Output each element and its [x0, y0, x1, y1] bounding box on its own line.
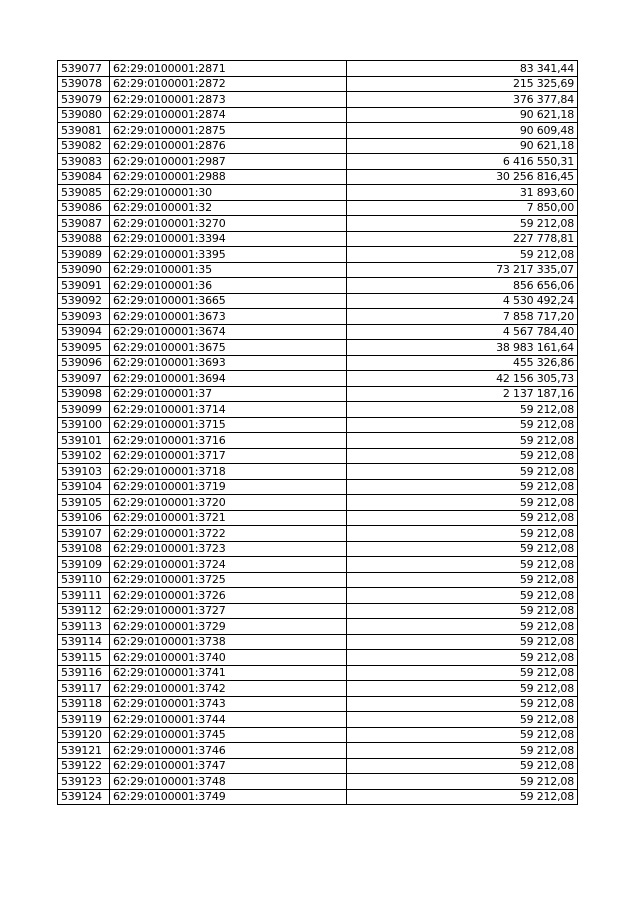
cadastral-number-cell: 62:29:0100001:3719 [110, 479, 347, 495]
row-id-cell: 539079 [58, 92, 110, 108]
cadastral-value-cell: 59 212,08 [347, 541, 578, 557]
cadastral-value-cell: 856 656,06 [347, 278, 578, 294]
cadastral-value-cell: 59 212,08 [347, 464, 578, 480]
cadastral-number-cell: 62:29:0100001:3721 [110, 510, 347, 526]
cadastral-value-cell: 73 217 335,07 [347, 262, 578, 278]
cadastral-number-cell: 62:29:0100001:3675 [110, 340, 347, 356]
row-id-cell: 539094 [58, 324, 110, 340]
table-row [58, 526, 578, 542]
row-id-cell: 539081 [58, 123, 110, 139]
cadastral-value-cell: 59 212,08 [347, 479, 578, 495]
cadastral-number-cell: 62:29:0100001:3674 [110, 324, 347, 340]
cadastral-value-cell: 227 778,81 [347, 231, 578, 247]
table-row [58, 433, 578, 449]
table-row [58, 402, 578, 418]
row-id-cell: 539090 [58, 262, 110, 278]
row-id-cell: 539091 [58, 278, 110, 294]
cadastral-number-cell: 62:29:0100001:30 [110, 185, 347, 201]
row-id-cell: 539108 [58, 541, 110, 557]
row-id-cell: 539119 [58, 712, 110, 728]
cadastral-value-cell: 42 156 305,73 [347, 371, 578, 387]
table-row [58, 123, 578, 139]
row-id-cell: 539117 [58, 681, 110, 697]
row-id-cell: 539080 [58, 107, 110, 123]
cadastral-number-cell: 62:29:0100001:3720 [110, 495, 347, 511]
table-row [58, 464, 578, 480]
table-row [58, 340, 578, 356]
cadastral-number-cell: 62:29:0100001:2874 [110, 107, 347, 123]
table-row [58, 200, 578, 216]
row-id-cell: 539107 [58, 526, 110, 542]
cadastral-number-cell: 62:29:0100001:3747 [110, 758, 347, 774]
table-row [58, 619, 578, 635]
cadastral-number-cell: 62:29:0100001:2876 [110, 138, 347, 154]
cadastral-value-cell: 59 212,08 [347, 572, 578, 588]
row-id-cell: 539101 [58, 433, 110, 449]
row-id-cell: 539118 [58, 696, 110, 712]
cadastral-number-cell: 62:29:0100001:3743 [110, 696, 347, 712]
cadastral-number-cell: 62:29:0100001:3715 [110, 417, 347, 433]
cadastral-value-cell: 59 212,08 [347, 650, 578, 666]
cadastral-number-cell: 62:29:0100001:3270 [110, 216, 347, 232]
row-id-cell: 539123 [58, 774, 110, 790]
cadastral-value-cell: 59 212,08 [347, 402, 578, 418]
cadastral-value-cell: 7 850,00 [347, 200, 578, 216]
cadastral-number-cell: 62:29:0100001:3729 [110, 619, 347, 635]
cadastral-value-cell: 6 416 550,31 [347, 154, 578, 170]
table-body [58, 61, 578, 805]
table-row [58, 262, 578, 278]
table-row [58, 169, 578, 185]
cadastral-value-cell: 59 212,08 [347, 758, 578, 774]
table-row [58, 541, 578, 557]
cadastral-number-cell: 62:29:0100001:3673 [110, 309, 347, 325]
row-id-cell: 539111 [58, 588, 110, 604]
row-id-cell: 539092 [58, 293, 110, 309]
cadastral-number-cell: 62:29:0100001:3394 [110, 231, 347, 247]
row-id-cell: 539097 [58, 371, 110, 387]
cadastral-number-cell: 62:29:0100001:2987 [110, 154, 347, 170]
cadastral-value-cell: 59 212,08 [347, 247, 578, 263]
table-row [58, 603, 578, 619]
cadastral-number-cell: 62:29:0100001:32 [110, 200, 347, 216]
cadastral-number-cell: 62:29:0100001:2875 [110, 123, 347, 139]
cadastral-number-cell: 62:29:0100001:3716 [110, 433, 347, 449]
row-id-cell: 539110 [58, 572, 110, 588]
row-id-cell: 539102 [58, 448, 110, 464]
row-id-cell: 539088 [58, 231, 110, 247]
cadastral-value-cell: 59 212,08 [347, 495, 578, 511]
cadastral-value-cell: 83 341,44 [347, 61, 578, 77]
cadastral-value-cell: 59 212,08 [347, 603, 578, 619]
cadastral-value-cell: 376 377,84 [347, 92, 578, 108]
cadastral-number-cell: 62:29:0100001:3749 [110, 789, 347, 805]
table-row [58, 309, 578, 325]
cadastral-value-cell: 59 212,08 [347, 727, 578, 743]
cadastral-value-cell: 59 212,08 [347, 448, 578, 464]
table-row [58, 154, 578, 170]
table-row [58, 293, 578, 309]
cadastral-number-cell: 62:29:0100001:3746 [110, 743, 347, 759]
cadastral-number-cell: 62:29:0100001:3714 [110, 402, 347, 418]
row-id-cell: 539115 [58, 650, 110, 666]
table-row [58, 774, 578, 790]
cadastral-number-cell: 62:29:0100001:3693 [110, 355, 347, 371]
row-id-cell: 539120 [58, 727, 110, 743]
cadastral-number-cell: 62:29:0100001:3718 [110, 464, 347, 480]
row-id-cell: 539124 [58, 789, 110, 805]
cadastral-value-cell: 59 212,08 [347, 588, 578, 604]
table-row [58, 557, 578, 573]
row-id-cell: 539089 [58, 247, 110, 263]
row-id-cell: 539095 [58, 340, 110, 356]
cadastral-number-cell: 62:29:0100001:37 [110, 386, 347, 402]
row-id-cell: 539085 [58, 185, 110, 201]
cadastral-value-table [57, 60, 578, 805]
row-id-cell: 539082 [58, 138, 110, 154]
table-row [58, 758, 578, 774]
cadastral-number-cell: 62:29:0100001:3725 [110, 572, 347, 588]
cadastral-value-cell: 59 212,08 [347, 774, 578, 790]
row-id-cell: 539084 [58, 169, 110, 185]
row-id-cell: 539122 [58, 758, 110, 774]
table-row [58, 681, 578, 697]
table-row [58, 107, 578, 123]
row-id-cell: 539109 [58, 557, 110, 573]
row-id-cell: 539078 [58, 76, 110, 92]
table-row [58, 61, 578, 77]
cadastral-value-cell: 59 212,08 [347, 433, 578, 449]
cadastral-number-cell: 62:29:0100001:3395 [110, 247, 347, 263]
table-row [58, 355, 578, 371]
table-row [58, 278, 578, 294]
table-row [58, 185, 578, 201]
cadastral-number-cell: 62:29:0100001:3742 [110, 681, 347, 697]
cadastral-value-cell: 215 325,69 [347, 76, 578, 92]
table-row [58, 386, 578, 402]
row-id-cell: 539114 [58, 634, 110, 650]
table-row [58, 371, 578, 387]
table-row [58, 712, 578, 728]
cadastral-value-cell: 59 212,08 [347, 557, 578, 573]
table-row [58, 588, 578, 604]
cadastral-number-cell: 62:29:0100001:2872 [110, 76, 347, 92]
cadastral-number-cell: 62:29:0100001:3694 [110, 371, 347, 387]
cadastral-value-cell: 59 212,08 [347, 510, 578, 526]
table-row [58, 510, 578, 526]
row-id-cell: 539116 [58, 665, 110, 681]
cadastral-value-cell: 30 256 816,45 [347, 169, 578, 185]
cadastral-number-cell: 62:29:0100001:2873 [110, 92, 347, 108]
table-row [58, 324, 578, 340]
table-row [58, 76, 578, 92]
cadastral-number-cell: 62:29:0100001:3745 [110, 727, 347, 743]
row-id-cell: 539104 [58, 479, 110, 495]
table-row [58, 216, 578, 232]
cadastral-value-cell: 2 137 187,16 [347, 386, 578, 402]
row-id-cell: 539086 [58, 200, 110, 216]
row-id-cell: 539083 [58, 154, 110, 170]
cadastral-value-cell: 90 621,18 [347, 107, 578, 123]
cadastral-value-cell: 455 326,86 [347, 355, 578, 371]
cadastral-number-cell: 62:29:0100001:3724 [110, 557, 347, 573]
table-row [58, 92, 578, 108]
cadastral-value-cell: 90 609,48 [347, 123, 578, 139]
row-id-cell: 539113 [58, 619, 110, 635]
cadastral-value-cell: 38 983 161,64 [347, 340, 578, 356]
table-row [58, 650, 578, 666]
cadastral-value-cell: 59 212,08 [347, 696, 578, 712]
cadastral-number-cell: 62:29:0100001:3722 [110, 526, 347, 542]
table-row [58, 727, 578, 743]
cadastral-number-cell: 62:29:0100001:3741 [110, 665, 347, 681]
table-row [58, 789, 578, 805]
table-row [58, 696, 578, 712]
cadastral-number-cell: 62:29:0100001:3665 [110, 293, 347, 309]
table-row [58, 572, 578, 588]
cadastral-value-cell: 59 212,08 [347, 619, 578, 635]
row-id-cell: 539099 [58, 402, 110, 418]
row-id-cell: 539100 [58, 417, 110, 433]
table-row [58, 448, 578, 464]
cadastral-value-cell: 59 212,08 [347, 681, 578, 697]
cadastral-number-cell: 62:29:0100001:3748 [110, 774, 347, 790]
row-id-cell: 539093 [58, 309, 110, 325]
table-row [58, 634, 578, 650]
cadastral-number-cell: 62:29:0100001:35 [110, 262, 347, 278]
cadastral-value-cell: 7 858 717,20 [347, 309, 578, 325]
row-id-cell: 539087 [58, 216, 110, 232]
cadastral-number-cell: 62:29:0100001:3727 [110, 603, 347, 619]
cadastral-value-cell: 59 212,08 [347, 526, 578, 542]
table-row [58, 247, 578, 263]
table-row [58, 495, 578, 511]
table-row [58, 479, 578, 495]
cadastral-value-cell: 59 212,08 [347, 417, 578, 433]
row-id-cell: 539103 [58, 464, 110, 480]
row-id-cell: 539105 [58, 495, 110, 511]
cadastral-value-cell: 59 212,08 [347, 216, 578, 232]
table-row [58, 138, 578, 154]
row-id-cell: 539121 [58, 743, 110, 759]
cadastral-value-cell: 59 212,08 [347, 789, 578, 805]
cadastral-value-cell: 4 567 784,40 [347, 324, 578, 340]
cadastral-number-cell: 62:29:0100001:3717 [110, 448, 347, 464]
cadastral-number-cell: 62:29:0100001:36 [110, 278, 347, 294]
cadastral-number-cell: 62:29:0100001:3740 [110, 650, 347, 666]
row-id-cell: 539096 [58, 355, 110, 371]
row-id-cell: 539077 [58, 61, 110, 77]
cadastral-value-cell: 59 212,08 [347, 743, 578, 759]
cadastral-value-cell: 59 212,08 [347, 634, 578, 650]
row-id-cell: 539106 [58, 510, 110, 526]
cadastral-number-cell: 62:29:0100001:3723 [110, 541, 347, 557]
table-row [58, 231, 578, 247]
cadastral-number-cell: 62:29:0100001:3738 [110, 634, 347, 650]
cadastral-number-cell: 62:29:0100001:3744 [110, 712, 347, 728]
cadastral-number-cell: 62:29:0100001:3726 [110, 588, 347, 604]
cadastral-value-cell: 90 621,18 [347, 138, 578, 154]
cadastral-value-cell: 4 530 492,24 [347, 293, 578, 309]
table-row [58, 665, 578, 681]
cadastral-number-cell: 62:29:0100001:2988 [110, 169, 347, 185]
cadastral-number-cell: 62:29:0100001:2871 [110, 61, 347, 77]
table-row [58, 417, 578, 433]
table-row [58, 743, 578, 759]
cadastral-value-cell: 31 893,60 [347, 185, 578, 201]
row-id-cell: 539112 [58, 603, 110, 619]
cadastral-value-cell: 59 212,08 [347, 665, 578, 681]
row-id-cell: 539098 [58, 386, 110, 402]
cadastral-value-cell: 59 212,08 [347, 712, 578, 728]
